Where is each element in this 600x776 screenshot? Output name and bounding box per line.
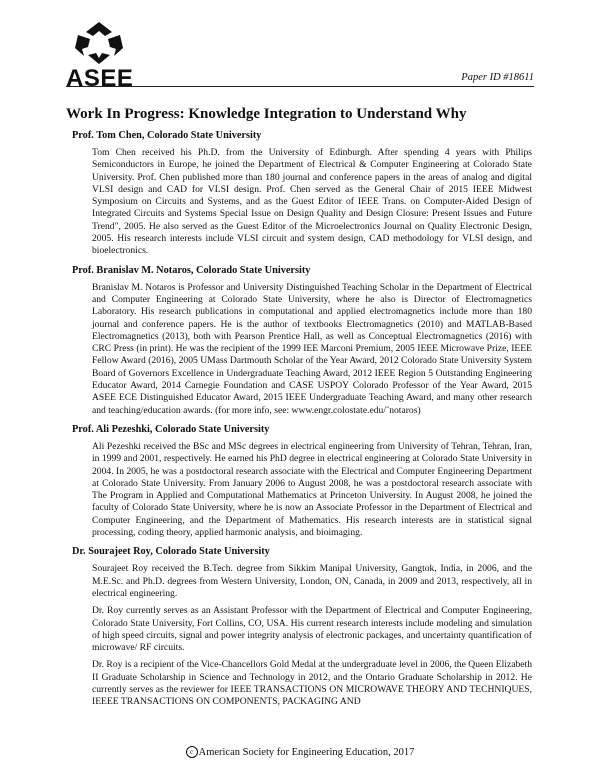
page-title: Work In Progress: Knowledge Integration to Understand Why: [66, 106, 467, 122]
logo-text: ASEE: [66, 65, 134, 92]
bio-sourajeet-roy: [72, 546, 532, 708]
bio-paragraph: Ali Pezeshki received the BSc and MSc degrees in electrical engineering from University of Tehran, Tehran, Iran, in 1999 and 2001, respectively. He earned his PhD degree in electrical engineering at Colorado State University in 2004. In 2005, he was a postdoctoral research associate with the Electrical and Computer Engineering Department at Colorado State University. From January 2006 to August 2008, he was a postdoctoral research associate with The Program in Applied and Computational Mathematics at Princeton University. In August 2008, he joined the faculty of Colorado State University, where he is now an Associate Professor in the Department of Electrical and Computer Engineering, and the Department of Mathematics. His research interests are in statistical signal processing, coding theory, applied harmonic analysis, and bioimaging.: [92, 440, 532, 539]
bio-paragraph: Dr. Roy currently serves as an Assistant Professor with the Department of Electrical and Computer Engineering, Colorado State University, Fort Collins, CO, USA. His current research interests include modeling and simulation of high speed circuits, signal and power integrity analysis of electronic packages, and uncertainty quantification of microwave/ RF circuits.: [92, 605, 532, 654]
bio-name: Prof. Ali Pezeshki, Colorado State University: [72, 423, 270, 435]
bio-paragraph: Sourajeet Roy received the B.Tech. degree from Sikkim Manipal University, Gangtok, India, in 2006, and the M.E.Sc. and Ph.D. degrees from Western University, London, ON, Canada, in 2009 and 2013, respectively, all in electrical engineering.: [92, 563, 532, 599]
copyright-icon: c: [186, 746, 198, 758]
footer-text: American Society for Engineering Education, 2017: [198, 747, 415, 758]
bio-paragraph: Branislav M. Notaros is Professor and University Distinguished Teaching Scholar in the Department of Electrical and Computer Engineering at Colorado State University, where he also is Director of Electromagnetics Laboratory. His research publications in computational and applied electromagnetics include more than 180 journal and conference papers. He is the author of textbooks Electromagnetics (2010) and MATLAB-Based Electromagnetics (2013), both with Pearson Prentice Hall, as well as Conceptual Electromagnetics (2016) with CRC Press (in print). He was the recipient of the 1999 IEE Marconi Premium, 2005 IEEE Microwave Prize, IEEE Fellow Award (2016), 2005 UMass Dartmouth Scholar of the Year Award, 2012 Colorado State University System Board of Governors Excellence in Undergraduate Teaching Award, 2012 IEEE Region 5 Outstanding Engineering Educator Award, 2014 Carnegie Foundation and CASE USPOY Colorado Professor of the Year Award, 2015 ASEE ECE Distinguished Educator Award, 2015 IEEE Undergraduate Teaching Award, and many other research and teaching/education awards. (for more info, see: www.engr.colostate.edu/˜notaros): [92, 281, 532, 416]
asee-logo-icon: [74, 22, 124, 64]
bio-name: Prof. Tom Chen, Colorado State University: [72, 130, 262, 141]
asee-logo: [66, 22, 136, 93]
paper-id: Paper ID #18611: [461, 72, 534, 83]
bio-ali-pezeshki: [72, 424, 532, 539]
bio-tom-chen: [72, 130, 532, 258]
bio-name: Prof. Branislav M. Notaros, Colorado State University: [72, 264, 311, 276]
bio-paragraph: Dr. Roy is a recipient of the Vice-Chancellors Gold Medal at the undergraduate level in 2006, the Queen Elizabeth II Graduate Scholarship in Science and Technology in 2012, and the Ontario Graduate Scholarship in 2012. He currently serves as the reviewer for IEEE TRANSACTIONS ON MICROWAVE THEORY AND TECHNIQUES, IEEEE TRANSACTIONS ON COMPONENTS, PACKAGING AND: [92, 659, 532, 708]
header-divider: [66, 86, 534, 87]
page-footer: [0, 746, 600, 758]
bio-name: Dr. Sourajeet Roy, Colorado State University: [72, 546, 270, 558]
bios-list: [72, 130, 532, 716]
bio-branislav-notaros: [72, 265, 532, 417]
bio-paragraph: Tom Chen received his Ph.D. from the University of Edinburgh. After spending 4 years with Philips Semiconductors in Europe, he joined the Department of Electrical & Computer Engineering at Colorado State University. Prof. Chen published more than 180 journal and conference papers in the areas of analog and digital VLSI design and CAD for VLSI design. Prof. Chen served as the General Chair of 2015 IEEE Midwest Symposium on Circuits and Systems, and as the Guest Editor of IEEE Trans. on Computer-Aided Design of Integrated Circuits and Systems Special Issue on Design Quality and Design Closure: Present Issues and Future Trend", 2005. He also served as the Guest Editor of the Microelectronics Journal on Quality Electronic Design, 2005. His research interests include VLSI circuit and system design, CAD methodology for VLSI design, and bioelectronics.: [92, 147, 532, 257]
